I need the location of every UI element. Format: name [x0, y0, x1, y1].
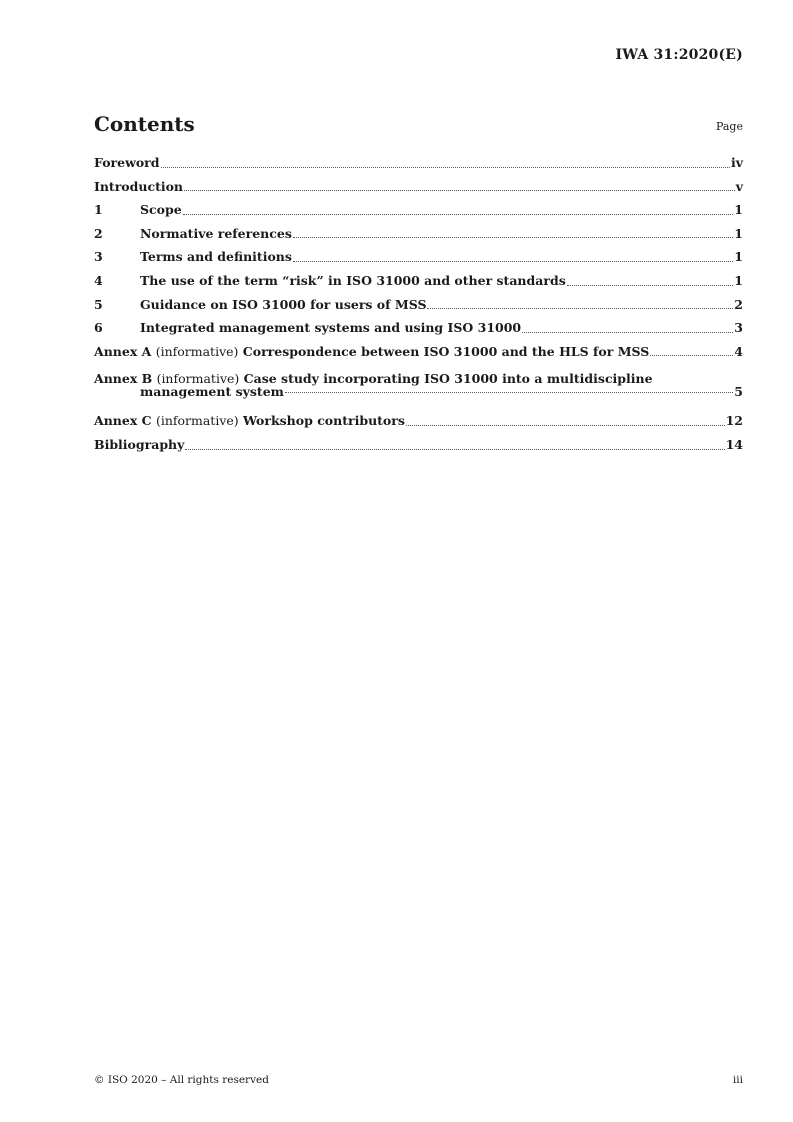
toc-entry-page: 5	[734, 384, 743, 400]
toc-entry-page: 1	[734, 272, 743, 288]
toc-entry-page: iv	[730, 155, 743, 170]
leader-dots	[293, 237, 733, 238]
annex-label: Annex B	[94, 371, 153, 387]
toc-entry-title: Scope	[140, 202, 182, 218]
toc-entry-title-line2: management system	[140, 384, 284, 400]
toc-entry-terms-definitions[interactable]	[94, 249, 743, 273]
toc-entry-use-of-risk[interactable]	[94, 273, 743, 297]
table-of-contents	[94, 155, 743, 461]
leader-dots	[567, 285, 734, 286]
toc-entry-number: 2	[94, 225, 103, 241]
toc-entry-scope[interactable]	[94, 202, 743, 226]
leader-dots	[183, 214, 734, 215]
leader-dots	[184, 190, 735, 191]
toc-entry-introduction[interactable]	[94, 179, 743, 203]
toc-entry-title-line1: Case study incorporating ISO 31000 into a multidiscipline	[243, 371, 653, 387]
toc-entry-integrated-systems[interactable]	[94, 320, 743, 344]
toc-entry-page: 1	[734, 225, 743, 241]
toc-entry-page: v	[735, 178, 743, 194]
toc-entry-number: 6	[94, 320, 103, 336]
leader-dots	[293, 261, 733, 262]
annex-type: (informative)	[156, 371, 240, 387]
annex-type: (informative)	[155, 343, 239, 359]
toc-entry-number: 4	[94, 272, 103, 288]
leader-dots	[185, 449, 724, 450]
toc-entry-normative-references[interactable]	[94, 226, 743, 250]
leader-dots	[161, 167, 730, 168]
toc-entry-title: Correspondence between ISO 31000 and the HLS for MSS	[242, 343, 650, 359]
toc-entry-title: Introduction	[94, 178, 184, 194]
toc-entry-page: 12	[725, 413, 743, 429]
toc-entry-title: Workshop contributors	[243, 413, 405, 429]
toc-entry-bibliography[interactable]	[94, 437, 743, 461]
toc-entry-number: 3	[94, 249, 103, 265]
leader-dots	[285, 392, 733, 393]
toc-entry-page: 1	[734, 249, 743, 265]
toc-entry-title: The use of the term “risk” in ISO 31000 and other standards	[140, 272, 566, 288]
annex-b-second-line	[94, 384, 743, 399]
page-column-label: Page	[715, 120, 743, 133]
toc-entry-title: Integrated management systems and using ISO 31000	[140, 320, 522, 336]
annex-type: (informative)	[155, 413, 239, 429]
toc-entry-page: 4	[734, 343, 743, 359]
copyright-notice: © ISO 2020 – All rights reserved	[94, 1074, 269, 1086]
document-id: IWA 31:2020(E)	[615, 47, 743, 63]
leader-dots	[522, 332, 733, 333]
contents-header	[94, 112, 743, 138]
contents-title: Contents	[94, 112, 195, 136]
leader-dots	[406, 425, 725, 426]
toc-entry-annex-c[interactable]	[94, 413, 743, 437]
annex-label: Annex C	[94, 413, 152, 429]
toc-entry-title: Foreword	[94, 155, 160, 170]
annex-label: Annex A	[94, 343, 152, 359]
leader-dots	[427, 308, 733, 309]
page-number: iii	[732, 1074, 743, 1086]
toc-entry-annex-a[interactable]	[94, 344, 743, 368]
toc-entry-title: Bibliography	[94, 436, 185, 452]
toc-entry-page: 3	[734, 320, 743, 336]
toc-entry-number: 1	[94, 202, 103, 218]
toc-entry-title: Terms and definitions	[140, 249, 292, 265]
toc-entry-page: 14	[725, 436, 743, 452]
toc-entry-title: Guidance on ISO 31000 for users of MSS	[140, 296, 427, 312]
toc-entry-title: Normative references	[140, 225, 292, 241]
toc-entry-annex-b[interactable]	[94, 367, 743, 413]
toc-entry-page: 1	[734, 202, 743, 218]
toc-entry-foreword[interactable]	[94, 155, 743, 179]
toc-entry-guidance[interactable]	[94, 297, 743, 321]
leader-dots	[650, 355, 733, 356]
toc-entry-number: 5	[94, 296, 103, 312]
toc-entry-page: 2	[734, 296, 743, 312]
